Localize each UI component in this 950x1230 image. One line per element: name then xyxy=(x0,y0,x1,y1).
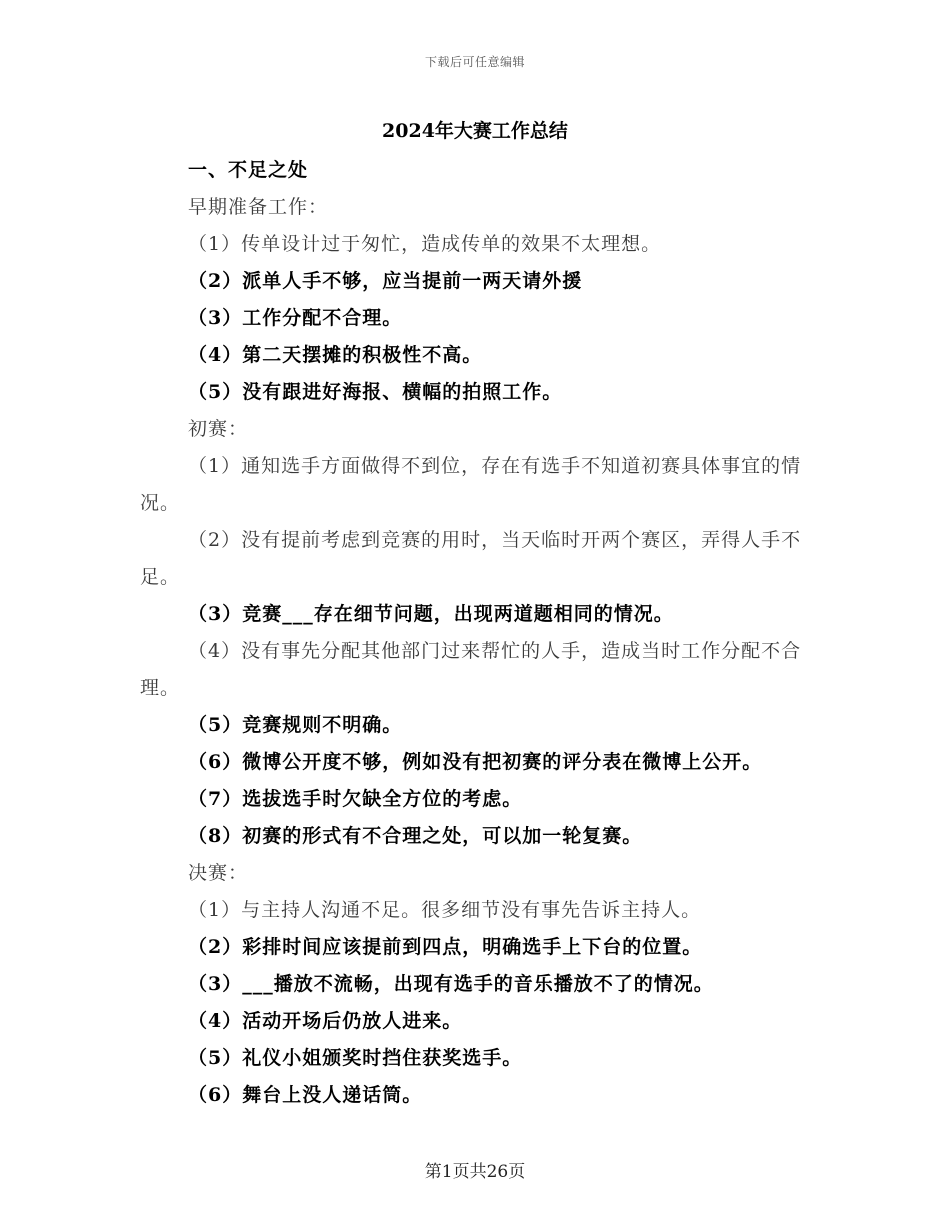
prelim-item-8: （8）初赛的形式有不合理之处，可以加一轮复赛。 xyxy=(188,825,643,847)
final-label: 决赛： xyxy=(188,862,249,884)
prelim-item-4: （4）没有事先分配其他部门过来帮忙的人手，造成当时工作分配不合理。 xyxy=(140,640,802,699)
final-item-2: （2）彩排时间应该提前到四点，明确选手上下台的位置。 xyxy=(188,936,703,958)
prep-item-1: （1）传单设计过于匆忙，造成传单的效果不太理想。 xyxy=(188,233,662,255)
prep-item-2: （2）派单人手不够，应当提前一两天请外援 xyxy=(188,270,583,292)
prelim-item-7: （7）选拔选手时欠缺全方位的考虑。 xyxy=(188,788,523,810)
document-title: 2024年大赛工作总结 xyxy=(382,120,568,142)
prelim-item-6: （6）微博公开度不够，例如没有把初赛的评分表在微博上公开。 xyxy=(188,751,763,773)
prep-item-5: （5）没有跟进好海报、横幅的拍照工作。 xyxy=(188,381,563,403)
prelim-label: 初赛： xyxy=(188,418,249,440)
prelim-item-1: （1）通知选手方面做得不到位，存在有选手不知道初赛具体事宜的情况。 xyxy=(140,455,802,514)
prelim-item-2: （2）没有提前考虑到竞赛的用时，当天临时开两个赛区，弄得人手不足。 xyxy=(140,529,802,588)
prep-item-4: （4）第二天摆摊的积极性不高。 xyxy=(188,344,483,366)
header-note: 下载后可任意编辑 xyxy=(424,55,525,69)
prelim-item-5: （5）竞赛规则不明确。 xyxy=(188,714,403,736)
prep-label: 早期准备工作： xyxy=(188,196,329,218)
prelim-item-3: （3）竞赛___存在细节问题，出现两道题相同的情况。 xyxy=(188,603,674,625)
prep-item-3: （3）工作分配不合理。 xyxy=(188,307,403,329)
final-item-1: （1）与主持人沟通不足。很多细节没有事先告诉主持人。 xyxy=(188,899,702,921)
document-body xyxy=(140,152,810,1114)
final-item-4: （4）活动开场后仍放人进来。 xyxy=(188,1010,463,1032)
final-item-3: （3）___播放不流畅，出现有选手的音乐播放不了的情况。 xyxy=(188,973,714,995)
final-item-6: （6）舞台上没人递话筒。 xyxy=(188,1084,423,1106)
final-item-5: （5）礼仪小姐颁奖时挡住获奖选手。 xyxy=(188,1047,523,1069)
section-heading: 一、不足之处 xyxy=(188,159,309,181)
page-footer: 第1页共26页 xyxy=(424,1162,526,1182)
